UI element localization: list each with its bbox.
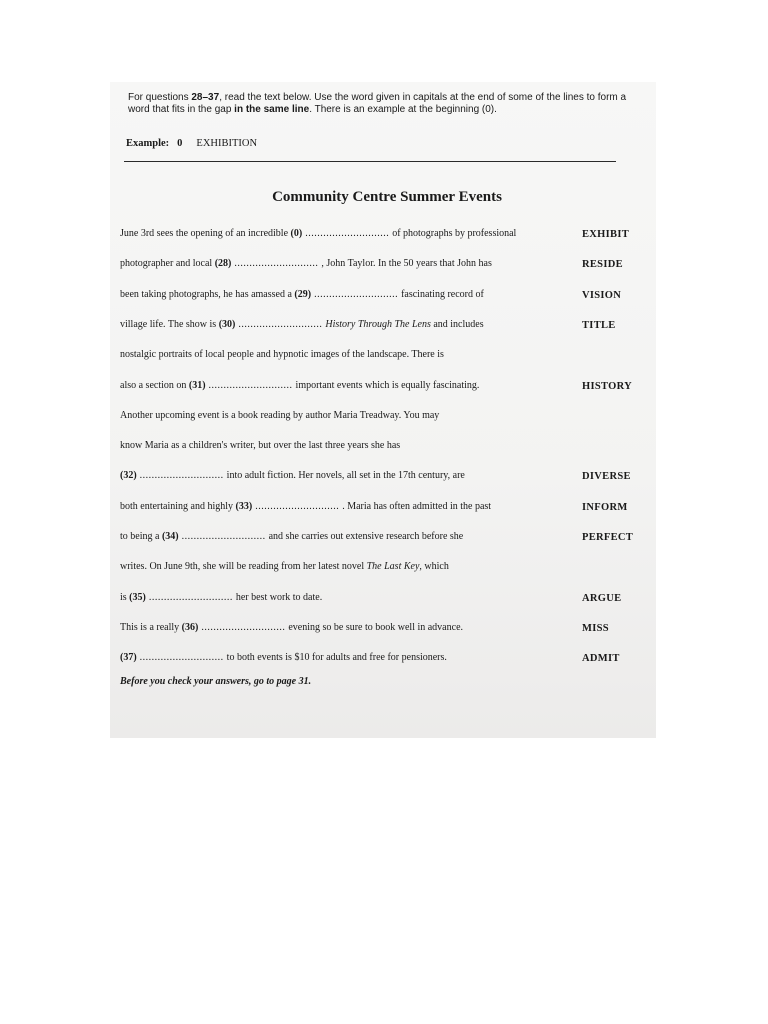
stem-word: DIVERSE — [582, 471, 631, 482]
line-text: nostalgic portraits of local people and hypnotic images of the landscape. There is — [120, 349, 444, 360]
line-text-continued: . Maria has often admitted in the past — [342, 501, 492, 512]
text-line — [120, 531, 463, 542]
line-text-continued: , which — [419, 561, 449, 572]
line-text-continued: of photographs by professional — [392, 228, 517, 239]
line-text: also a section on — [120, 380, 189, 391]
text-line — [120, 410, 439, 421]
line-text-continued: to both events is $10 for adults and free for pensioners. — [226, 652, 447, 663]
footer-note: Before you check your answers, go to page 31. — [120, 676, 312, 687]
example-number: 0 — [177, 138, 183, 149]
answer-gap[interactable]: ............................ — [231, 258, 322, 269]
question-number: (35) — [129, 592, 146, 603]
italic-title: The Last Key — [366, 561, 420, 572]
line-text: June 3rd sees the opening of an incredible — [120, 228, 291, 239]
line-text-continued: important events which is equally fascinating. — [295, 380, 480, 391]
question-number: (37) — [120, 652, 137, 663]
stem-word: VISION — [582, 290, 622, 301]
answer-gap[interactable]: ............................ — [252, 501, 343, 512]
line-text: to being a — [120, 531, 162, 542]
text-line — [120, 228, 516, 239]
question-number: (31) — [188, 380, 206, 391]
line-text: photographer and local — [120, 258, 215, 269]
question-number: (32) — [120, 470, 137, 481]
answer-gap[interactable]: ............................ — [178, 531, 269, 542]
stem-word: HISTORY — [582, 381, 632, 392]
stem-word: INFORM — [582, 502, 628, 513]
instructions — [128, 92, 628, 116]
instructions-prefix: For questions — [128, 92, 192, 103]
example-answer: EXHIBITION — [196, 138, 258, 149]
line-text: been taking photographs, he has amassed a — [120, 289, 295, 300]
stem-word: EXHIBIT — [582, 229, 630, 240]
line-text-continued: into adult fiction. Her novels, all set in the 17th century, are — [226, 470, 465, 481]
stem-word: PERFECT — [582, 532, 634, 543]
answer-gap[interactable]: ............................ — [136, 652, 227, 663]
text-line — [120, 380, 479, 391]
instructions-suffix: . There is an example at the beginning (0). — [309, 104, 497, 115]
answer-gap[interactable]: ............................ — [311, 289, 402, 300]
question-number: (33) — [235, 501, 253, 512]
text-line — [120, 349, 444, 360]
stem-word: ARGUE — [582, 593, 622, 604]
answer-gap[interactable]: ............................ — [145, 592, 236, 603]
instructions-middle: , read the text below. Use the word given in capitals at the end of some of the lines to form a word that fits in the gap — [128, 92, 627, 115]
text-line — [120, 592, 322, 603]
line-text-continued: and she carries out extensive research before she — [268, 531, 464, 542]
text-line — [120, 561, 449, 572]
answer-gap[interactable]: ............................ — [205, 380, 296, 391]
stem-word: TITLE — [582, 320, 616, 331]
stem-word: RESIDE — [582, 259, 623, 270]
answer-gap[interactable]: ............................ — [235, 319, 326, 330]
text-line — [120, 440, 400, 451]
question-number: (28) — [214, 258, 232, 269]
text-line — [120, 501, 491, 512]
divider — [124, 161, 616, 162]
italic-title: History Through The Lens — [325, 319, 431, 330]
text-line — [120, 470, 465, 481]
line-text: writes. On June 9th, she will be reading from her latest novel — [120, 561, 367, 572]
text-line — [120, 289, 484, 300]
worksheet — [110, 82, 656, 738]
line-text-continued: fascinating record of — [401, 289, 484, 300]
text-line — [120, 319, 484, 330]
line-text: both entertaining and highly — [120, 501, 236, 512]
text-line — [120, 652, 447, 663]
question-number: (30) — [218, 319, 236, 330]
stem-word: ADMIT — [582, 653, 620, 664]
instructions-bold-phrase: in the same line — [234, 104, 310, 115]
page-title: Community Centre Summer Events — [272, 189, 502, 205]
question-number: (36) — [181, 622, 199, 633]
example-label: Example: — [126, 138, 170, 149]
line-text-continued: her best work to date. — [235, 592, 323, 603]
stem-word: MISS — [582, 623, 609, 634]
question-number: (34) — [161, 531, 179, 542]
instructions-range: 28–37 — [191, 92, 220, 103]
question-number: (29) — [294, 289, 312, 300]
line-text: Another upcoming event is a book reading by author Maria Treadway. You may — [120, 410, 440, 421]
answer-gap[interactable]: ............................ — [198, 622, 289, 633]
line-text: village life. The show is — [120, 319, 219, 330]
text-line — [120, 622, 463, 633]
line-text-continued: evening so be sure to book well in advance. — [288, 622, 464, 633]
question-number: (0) — [290, 228, 303, 239]
line-text: know Maria as a children's writer, but over the last three years she has — [120, 440, 401, 451]
line-text: is — [120, 592, 130, 603]
line-text: This is a really — [120, 622, 182, 633]
line-text-continued: and includes — [430, 319, 484, 330]
example-row — [126, 138, 257, 149]
answer-gap[interactable]: ............................ — [136, 470, 227, 481]
answer-gap[interactable]: ............................ — [302, 228, 393, 239]
text-line — [120, 258, 492, 269]
line-text-continued: , John Taylor. In the 50 years that John has — [321, 258, 492, 269]
